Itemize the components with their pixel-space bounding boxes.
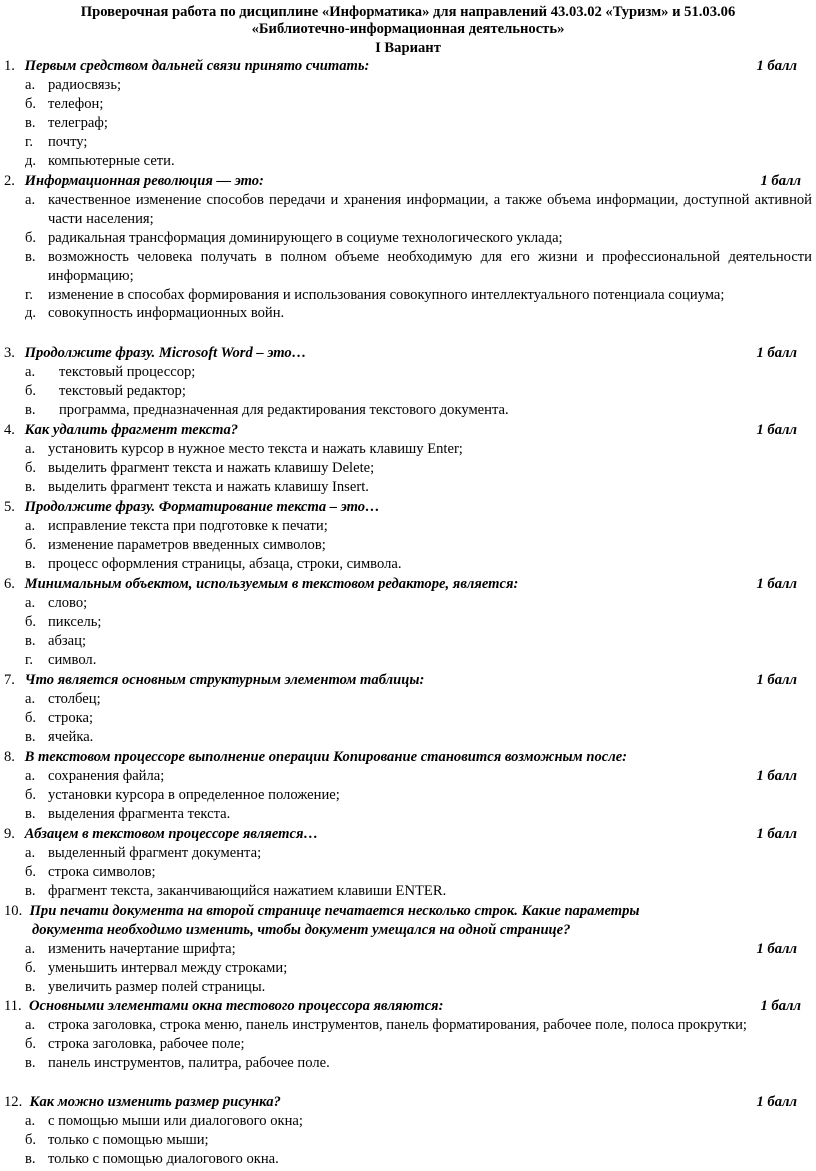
answer-option[interactable]: в. фрагмент текста, заканчивающийся нажатием клавиши ENTER.: [25, 882, 447, 899]
question-points: 1 балл: [756, 941, 797, 957]
answer-option[interactable]: д. совокупность информационных войн.: [25, 305, 285, 322]
question-points: 1 балл: [756, 672, 797, 688]
question-number: 9.: [4, 826, 15, 842]
answer-option[interactable]: а. сохранения файла; 1 балл: [25, 768, 797, 784]
question-4: [4, 421, 799, 497]
question-12: [4, 1093, 799, 1169]
question-text: В текстовом процессоре выполнение операции Копирование становится возможным после:: [24, 749, 628, 765]
question-8: [4, 748, 799, 824]
question-text: Продолжите фразу. Microsoft Word – это…: [24, 345, 307, 361]
question-text: Минимальным объектом, используемым в текстовом редакторе, является:: [24, 576, 519, 592]
answer-option[interactable]: а. столбец;: [25, 691, 101, 707]
question-points: 1 балл: [756, 422, 797, 438]
question-number: 5.: [4, 499, 15, 515]
question-points: 1 балл: [760, 998, 801, 1014]
question-1: [4, 57, 799, 171]
answer-option[interactable]: а. изменить начертание шрифта; 1 балл: [25, 941, 797, 957]
answer-option[interactable]: а. с помощью мыши или диалогового окна;: [25, 1113, 303, 1129]
variant-label: I Вариант: [375, 40, 441, 56]
question-11: [4, 997, 812, 1073]
answer-option[interactable]: а. установить курсор в нужное место текста и нажать клавишу Enter;: [25, 441, 463, 457]
answer-option[interactable]: б. установки курсора в определенное положение;: [25, 786, 340, 803]
answer-option[interactable]: а. выделенный фрагмент документа;: [25, 845, 262, 861]
answer-option[interactable]: б. строка символов;: [25, 863, 156, 880]
question-text: При печати документа на второй странице печатается несколько строк. Какие параметры: [29, 903, 640, 919]
question-text: Первым средством дальней связи принято считать:: [24, 58, 370, 74]
answer-option[interactable]: б. пиксель;: [25, 613, 102, 630]
answer-option[interactable]: г. почту;: [25, 133, 88, 150]
answer-option[interactable]: а. исправление текста при подготовке к печати;: [25, 518, 328, 534]
answer-option[interactable]: б. строка;: [25, 709, 94, 726]
answer-option[interactable]: в. телеграф;: [25, 114, 108, 131]
question-text: Абзацем в текстовом процессоре является…: [24, 826, 319, 842]
answer-option[interactable]: в. выделить фрагмент текста и нажать клавишу Insert.: [25, 478, 369, 495]
question-points: 1 балл: [756, 1094, 797, 1110]
answer-option[interactable]: а. качественное изменение способов передачи и хранения информации, а также объема информации, доступной активной части населения;: [25, 192, 812, 227]
question-text: Как можно изменить размер рисунка?: [29, 1094, 281, 1110]
answer-option[interactable]: а. радиосвязь;: [25, 77, 122, 93]
question-number: 1.: [4, 58, 15, 74]
question-3: [4, 344, 799, 420]
question-text-continued: документа необходимо изменить, чтобы документ умещался на одной странице?: [32, 922, 571, 938]
answer-option[interactable]: г. изменение в способах формирования и использования совокупного интеллектуального потенциала социума;: [25, 286, 725, 303]
answer-option[interactable]: а. строка заголовка, строка меню, панель инструментов, панель форматирования, рабочее поле, полоса прокрутки;: [25, 1017, 747, 1033]
answer-option[interactable]: в. только с помощью диалогового окна.: [25, 1150, 279, 1167]
answer-option[interactable]: в. увеличить размер полей страницы.: [25, 978, 266, 995]
question-number: 7.: [4, 672, 15, 688]
question-number: 10.: [4, 903, 23, 919]
question-5: [4, 498, 799, 574]
question-points: 1 балл: [756, 768, 797, 784]
question-text: Что является основным структурным элементом таблицы:: [24, 672, 425, 688]
answer-option[interactable]: б. телефон;: [25, 95, 104, 112]
answer-option[interactable]: б. только с помощью мыши;: [25, 1131, 209, 1148]
question-number: 12.: [4, 1094, 23, 1110]
question-points: 1 балл: [756, 576, 797, 592]
answer-option[interactable]: а. текстовый процессор;: [25, 364, 196, 380]
question-text: Как удалить фрагмент текста?: [24, 422, 239, 438]
question-text: Основными элементами окна тестового процессора являются:: [29, 998, 444, 1014]
answer-option[interactable]: в. абзац;: [25, 632, 87, 649]
question-10: [4, 902, 799, 997]
question-number: 4.: [4, 422, 15, 438]
question-text: Информационная революция — это:: [24, 173, 264, 189]
answer-option[interactable]: б. строка заголовка, рабочее поле;: [25, 1035, 245, 1052]
answer-option[interactable]: в. программа, предназначенная для редактирования текстового документа.: [25, 401, 509, 418]
question-text: Продолжите фразу. Форматирование текста – это…: [24, 499, 380, 515]
question-points: 1 балл: [756, 826, 797, 842]
question-number: 3.: [4, 345, 15, 361]
question-points: 1 балл: [756, 58, 797, 74]
answer-option[interactable]: б. радикальная трансформация доминирующего в социуме технологического уклада;: [25, 229, 563, 246]
question-number: 11.: [4, 998, 22, 1014]
answer-option[interactable]: в. процесс оформления страницы, абзаца, строки, символа.: [25, 555, 402, 572]
answer-option[interactable]: б. уменьшить интервал между строками;: [25, 959, 288, 976]
answer-option[interactable]: в. выделения фрагмента текста.: [25, 805, 231, 822]
answer-option[interactable]: б. текстовый редактор;: [25, 382, 186, 399]
question-9: [4, 825, 799, 901]
question-number: 8.: [4, 749, 15, 765]
answer-option[interactable]: б. выделить фрагмент текста и нажать клавишу Delete;: [25, 459, 375, 476]
question-7: [4, 671, 799, 747]
answer-option[interactable]: д. компьютерные сети.: [25, 152, 175, 169]
question-number: 6.: [4, 576, 15, 592]
header-title-line1: Проверочная работа по дисциплине «Информатика» для направлений 43.03.02 «Туризм» и 51.03.06: [80, 4, 736, 20]
question-6: [4, 575, 799, 670]
answer-option[interactable]: б. изменение параметров введенных символов;: [25, 536, 326, 553]
question-points: 1 балл: [756, 345, 797, 361]
answer-option[interactable]: в. возможность человека получать в полном объеме необходимую для его жизни и профессиональной деятельности информацию;: [25, 248, 812, 284]
answer-option[interactable]: а. слово;: [25, 595, 88, 611]
header-title-line2: «Библиотечно-информационная деятельность»: [251, 21, 565, 37]
answer-option[interactable]: г. символ.: [25, 651, 97, 668]
question-number: 2.: [4, 173, 15, 189]
question-2: [4, 172, 812, 323]
question-points: 1 балл: [760, 173, 801, 189]
answer-option[interactable]: в. ячейка.: [25, 728, 94, 745]
answer-option[interactable]: в. панель инструментов, палитра, рабочее поле.: [25, 1054, 330, 1071]
